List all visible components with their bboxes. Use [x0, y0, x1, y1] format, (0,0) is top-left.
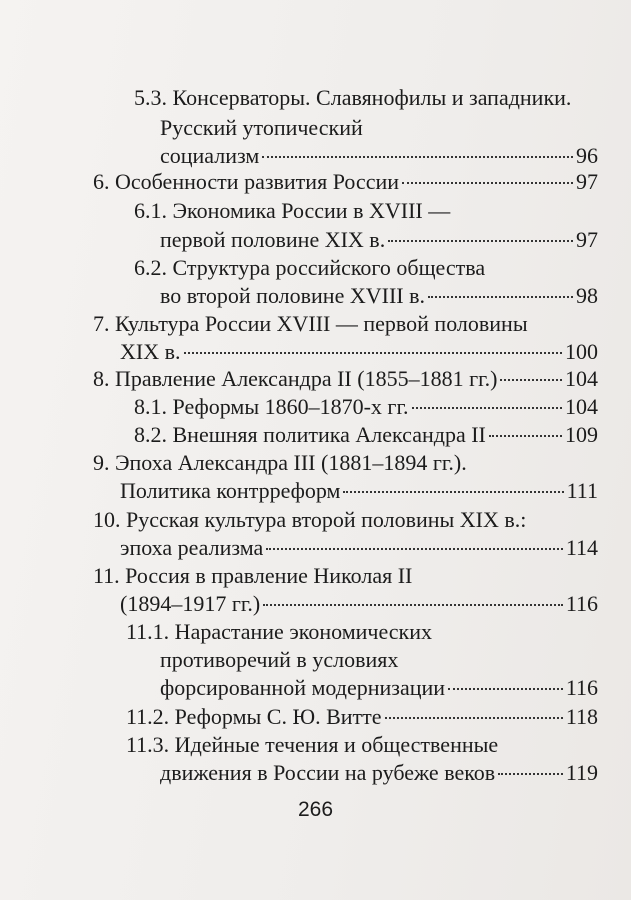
toc-page-number: 114	[565, 535, 598, 560]
toc-line: 6.2. Структура российского общества	[134, 255, 486, 280]
toc-line: 10. Русская культура второй половины XIX в.:	[93, 507, 527, 532]
toc-entry-8-1[interactable]	[134, 392, 598, 422]
toc-line: движения в России на рубеже веков	[160, 760, 496, 785]
toc-entry-11[interactable]	[120, 589, 598, 619]
dot-leader	[263, 604, 563, 606]
dot-leader	[388, 240, 573, 242]
dot-leader	[448, 688, 563, 690]
toc-line: Политика контрреформ	[120, 478, 341, 503]
toc-line: 11.2. Реформы С. Ю. Витте	[126, 704, 382, 729]
toc-page-number: 111	[566, 478, 598, 503]
toc-line: форсированной модернизации	[160, 675, 446, 700]
toc-page-number: 118	[565, 704, 598, 729]
toc-entry-6-1[interactable]	[160, 225, 598, 255]
toc-page-number: 104	[565, 366, 598, 391]
dot-leader	[385, 717, 563, 719]
dot-leader	[489, 435, 562, 437]
toc-line: 11. Россия в правление Николая II	[93, 563, 413, 588]
toc-line: XIX в.	[120, 339, 181, 364]
toc-entry-10[interactable]	[120, 533, 598, 563]
toc-line: 6. Особенности развития России	[93, 169, 400, 194]
page-number: 266	[297, 798, 334, 821]
toc-entry-6-2[interactable]	[160, 281, 598, 311]
toc-page-number: 116	[565, 591, 598, 616]
toc-entry-11-2[interactable]	[126, 702, 598, 732]
toc-line: первой половине XIX в.	[160, 227, 386, 252]
dot-leader	[343, 491, 563, 493]
toc-page-number: 100	[565, 339, 598, 364]
toc-line: (1894–1917 гг.)	[120, 591, 261, 616]
toc-line: 9. Эпоха Александра III (1881–1894 гг.).	[93, 450, 467, 475]
dot-leader	[500, 379, 562, 381]
toc-page-number: 109	[565, 422, 598, 447]
toc-page-number: 97	[576, 227, 598, 252]
toc-line: социализм	[160, 143, 260, 168]
toc-entry-6[interactable]	[93, 167, 598, 197]
toc-page-number: 98	[576, 283, 598, 308]
toc-line: 7. Культура России XVIII — первой половины	[93, 311, 528, 336]
toc-line: 11.1. Нарастание экономических	[126, 619, 432, 644]
toc-page-number: 96	[576, 143, 598, 168]
toc-page-number: 97	[576, 169, 598, 194]
toc-page-number: 116	[565, 675, 598, 700]
toc-line: эпоха реализма	[120, 535, 264, 560]
toc-entry-7[interactable]	[120, 337, 598, 367]
toc-line: 5.3. Консерваторы. Славянофилы и западники.	[134, 85, 572, 110]
toc-line: 8.1. Реформы 1860–1870-х гг.	[134, 394, 409, 419]
toc-entry-9[interactable]	[120, 476, 598, 506]
toc-entry-11-3[interactable]	[160, 758, 598, 788]
toc-page-number: 119	[565, 760, 598, 785]
toc-line: противоречий в условиях	[160, 647, 399, 672]
dot-leader	[402, 182, 573, 184]
toc-entry-11-1[interactable]	[160, 673, 598, 703]
dot-leader	[498, 773, 563, 775]
toc-line: 6.1. Экономика России в XVIII —	[134, 198, 451, 223]
toc-line: 8.2. Внешняя политика Александра II	[134, 422, 486, 447]
toc-line: Русский утопический	[160, 115, 363, 140]
dot-leader	[266, 548, 563, 550]
toc-line: во второй половине XVIII в.	[160, 283, 425, 308]
toc-page-number: 104	[565, 394, 598, 419]
dot-leader	[184, 352, 563, 354]
toc-entry-8[interactable]	[93, 364, 598, 394]
dot-leader	[412, 407, 563, 409]
toc-line: 8. Правление Александра II (1855–1881 гг.)	[93, 366, 498, 391]
dot-leader	[428, 296, 573, 298]
toc-line: 11.3. Идейные течения и общественные	[126, 732, 499, 757]
dot-leader	[262, 156, 573, 158]
toc-entry-8-2[interactable]	[134, 420, 598, 450]
